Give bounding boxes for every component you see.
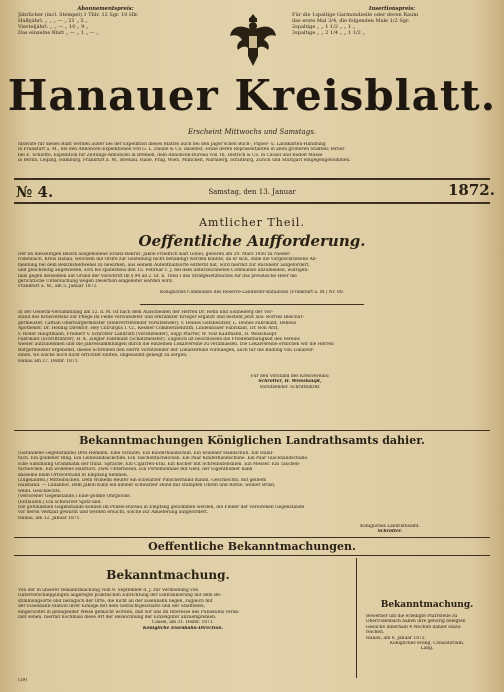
issue-date: Samstag, den 13. Januar	[208, 188, 296, 196]
text-line: (Gefundene Gegenstände) Drei Hemden. Eine Schürze. Ein Kinderhandschuh. Ein wollener Handschuh. Ein Hand-	[18, 451, 274, 456]
board-names: Schrötter, H. Weisshaupt,	[258, 379, 322, 385]
text-line: falls gegen denselben auf Grund der Vorschrift im § 94 ad 2. lit. b. Theil I des Strafgesetzbuches für das preußische Heer die	[18, 273, 297, 279]
insertion-box	[292, 6, 492, 36]
office-name: Königliches Landrathsamt.	[360, 524, 420, 529]
issue-number: № 4.	[16, 183, 54, 201]
text-line: Von der in unserer Bekanntmachung vom 9. September d. J. zur Vermeidung von	[18, 588, 199, 593]
text-line: eingerichtet in genügender Weise gemacht worden, daß wir uns im Interesse des Publikums veran-	[18, 609, 240, 615]
text-line: (Entlaufen.) Ein schwarzer Spitz-und.	[18, 499, 102, 505]
right-notice-body	[366, 614, 488, 652]
text-line: Oberrodenbach haben ihre gehörig belegten	[366, 619, 466, 625]
text-line: der Eisenbahn-Station ihrer Einlage mit dem Gefrachtgeschäfte und der Stadtfeste,	[18, 604, 205, 610]
insertion-line: 2spaltige „ „ 1 1/2 „ „ 1 „	[292, 24, 356, 30]
notice-line: in Berlin, Leipzig, Hamburg, Frankfurt a. M., Breslau, Halle, Prag, Wien, München, Nürnberg, Straßburg, Zürich und Stuttgart entgegengenommen.	[18, 158, 351, 164]
insertion-line: Für die 1spaltige Garmondzeile oder deren Raum	[292, 12, 419, 18]
heading-district-office: Bekanntmachungen Königlichen Landrathsamts dahier.	[79, 434, 425, 447]
subscription-line: Das einzelne Blatt „ — „ 1 „ — „	[18, 30, 99, 36]
eagle-emblem-icon	[228, 10, 278, 68]
text-line: und gleichzeitig angewiesen, sich bis spätestens den 15. Februar c. J. bei dem unterzeichneten Commando anzumelden, widrigen-	[18, 268, 309, 274]
text-line: Hanau, am 6. Januar 1872.	[366, 635, 426, 641]
text-line: Halsband. — Lillianhof. Dem Jakob Kunz ein kleiner schwarzer Hund mit stumpfen Ohren und Ruthe, weißer Brust,	[18, 483, 276, 489]
divider	[14, 202, 490, 204]
left-notice-heading: Bekanntmachung.	[106, 568, 230, 582]
subscription-line: Halbjährl. „ „ „ — „ 21 „ 5 „	[18, 18, 88, 24]
text-line: vor deren Verkauf gewarnt und werden ersucht, solche zur Ablieferung aufgefordert.	[18, 510, 209, 516]
advertising-notice	[18, 142, 486, 164]
text-line: In der General-Versammlung am 12. d. M. ist nach dem Ausscheiden der Herren Dr. Rehn und Sonneberg der Vor-	[18, 310, 273, 315]
divider	[14, 178, 490, 180]
footer-number: (59)	[18, 678, 28, 683]
text-line: einen, wo solche noch nicht errichtet sollten, ungesäumt geneigt zu sorgen.	[18, 353, 188, 359]
text-line: stimmungsorte und bezüglich der Orte, die nicht an der Eisenbahn liegen, zugleich mit	[18, 598, 213, 604]
board-roles: Vorsitzender. Schriftführer.	[259, 384, 321, 390]
heading-public-request: Oeffentliche Aufforderung.	[138, 232, 366, 250]
section-public-notices: Oeffentliche Bekanntmachungen.	[148, 540, 356, 553]
insertion-line: das erste Mal 3/4, die folgenden Male 1/2 Sgr.	[292, 18, 410, 24]
left-notice-body	[18, 588, 348, 631]
place-date: Cassel, am 31. Dezbr. 1871.	[151, 620, 215, 626]
text-line: dasselbe beim Ortsvorstand in Empfang nehmen.	[18, 472, 129, 478]
notice-line: bei E. Schlotte, Expedition für Zeitungs-Annoncen in Bremen, dem Annoncen-Bureau von Th. Dietrich & Co. in Cassel und Rudolf Mosse	[18, 152, 323, 158]
column-divider	[356, 558, 357, 678]
text-line: germeister, Caffian Oberbürgermeister (Stellvertretender Vorsitzender), v. Deines Gutsbesitzer, L. Deines Fabrikant, Deneus	[18, 320, 297, 326]
text-line: laßt sehen, hiermit nochmals diese Art der Bezeichnung der Einzelgüter anzuempfehlen.	[18, 615, 217, 621]
subscription-line: Jährlicher (incl. Stempel) 1 Thlr. 12 Sgr. 10 Hlr.	[18, 12, 139, 18]
subscription-line: Vierteljährl. „ „ — „ 10 „ 9 „	[18, 24, 89, 30]
text-line: tuch. Ein goldener Ring. Ein Leinwandsäckchen. Ein Taschentüchelchen. Ein Paar Kinderhandschuhe. Ein Paar Glacehandschuhe.	[18, 456, 309, 462]
board-line: Für den Vorstand des Kreisvereins:	[250, 374, 330, 379]
text-line: Bewerber um die erledigte Pfarrstelle zu	[366, 614, 458, 619]
subscription-title: Abonnementspreis:	[77, 6, 134, 12]
text-line: wieder aufzunehmen und die Jahressammlungen durch die einzelnen Lokalvereine zu veranlassen. Die Lokalvereine ersuchen wir die Herren	[18, 342, 334, 348]
text-line: Eine Sammlung Grammatik der franz. Sprache. Ein Cigarren-Etui. Ein Köcher mit Schreibutensilien. Ein Messer. Ein Taschen-	[18, 461, 301, 467]
text-line: Lang.	[420, 646, 434, 652]
text-line: Fabrikant (Schriftführer), H. K. Ziegler Fabrikant (Schatzmeister). Zugleich ist beschlossen die Friedensthätigkeit des Vereins	[18, 337, 300, 343]
divider	[14, 430, 490, 431]
text-line: Der im diesseitigen Bezirk ausgehobene Ersatz-Rekrut: Jakob Friedrich Karl Göbel, geboren am 29. März 1850 zu Nieder-	[18, 252, 291, 257]
text-line: Hanau, am 12. Januar 1871.	[18, 515, 81, 521]
text-line: Güterverschleppungen angeregte praktischen Einrichtung der Einfrankierung mit dem Be-	[18, 593, 222, 599]
text-line: Königliches evang. Consistorium.	[389, 641, 465, 647]
place-date: Frankfurt a. M., am 5. Januar 1872.	[18, 284, 98, 290]
masthead-title: Hanauer Kreisblatt.	[7, 71, 497, 120]
text-line: Gesuche innerhalb 4 Wochen dahier einzu-	[366, 624, 462, 630]
left-notice-signature: Königliche Eisenbahn-Direction.	[142, 625, 224, 631]
divider	[140, 304, 364, 305]
text-line: Apotheker, Dr. Hennig Direktor, Hey Chirurgus I. Cl., Kessler Commerzienrath, Lindenbauer Fabrikant, Dr. Roll Arzt,	[18, 326, 279, 332]
notice-line: Inserate für dieses Blatt werden außer bei der Expedition dieses Blattes auch bei den Jäger'schen Buch-, Papier- u. Landkarten-Handlung	[18, 142, 326, 147]
text-line: v. Röder Hauptmann, Freiherr v. Schrötter Landrath (Vorsitzender), Sopp Pfarrer, W. Volz Kaufmann, H. Weisshaupt	[18, 331, 277, 337]
right-notice-heading: Bekanntmachung.	[380, 600, 474, 610]
text-line: rodenbach, Kreis Hanau, welchem die Ordre zur Gestellung nicht behändigt werden konnte, da er sich, ohne die vorgeschriebene Ab-	[18, 257, 317, 263]
association-paragraph	[18, 310, 486, 364]
police-signature	[300, 524, 480, 535]
text-line: reichen.	[366, 630, 385, 636]
divider	[14, 555, 490, 556]
found-items-paragraph	[18, 451, 486, 521]
text-line: tüchelchen. Ein wollenes Halstuch. Zwei Unterhosen. Ein Portemonnaie mit Geld; der Eigenthümer kann	[18, 467, 253, 473]
request-paragraph	[18, 252, 486, 295]
subscription-box	[18, 6, 193, 36]
issue-year: 1872.	[448, 181, 495, 199]
masthead-subtitle: Erscheint Mittwochs und Samstags.	[187, 128, 317, 136]
text-line: (Verlorener Gegenstände.) Eine goldne Ohrglocke.	[18, 494, 131, 500]
text-line: Bürgermeister ergebenst, dieses Schreiben den Herrn Vorsitzender der Lokalvereine vorzulegen, auch für die Bildung von Lokalver-	[18, 347, 315, 353]
insertion-title: Insertionspreis:	[368, 6, 416, 12]
insertion-line: 3spaltige „ „ 2 1/4 „ „ 1 1/2 „	[292, 30, 366, 36]
text-line: meldung bei dem Bezirksfeldwebel zu bewirken, aus seinem Aufenthaltsorte entfernt hat, wird hiermit zur Rückkehr aufgefordert,	[18, 262, 310, 268]
text-line: gerichtliche Untersuchung wegen Desertion eingeleitet werden wird.	[18, 279, 174, 285]
text-line: weibl. Geschlechts.	[18, 488, 62, 494]
divider	[14, 537, 490, 538]
board-signature	[190, 374, 390, 390]
notice-line: in Frankfurt a. M., bei den Annoncen-Expeditionen von G. L. Daube & Co. daselbst, sowie deren Repräsentanten in allen größeren Städten; ferner	[18, 147, 345, 153]
section-official: Amtlicher Theil.	[199, 216, 305, 229]
signature: Königliches Commando des Reserve-Landwehr-Bataillons (Frankfurt a. M.) Nr. 80.	[159, 289, 345, 295]
text-line: stand des Kreisvereins zur Pflege im Felde verwundeter und erkrankter Krieger ergänzt und besteht jetzt aus: Borries Bleichür-	[18, 315, 305, 321]
official-name: Schrötter.	[377, 529, 403, 535]
place-date: Hanau am 27. Dezbr. 1871.	[18, 358, 79, 364]
text-line: (Zugelaufen.) Mittelbuchen. Dem Wilhelm Reuter ein schwarzer Pinscherhund männl. Geschlechts, mit gelbem	[18, 478, 267, 484]
text-line: Die gefundenen Gegenstände können im Polizei-Bureau in Empfang genommen werden, die Finder der verlorenen Gegenstände	[18, 505, 305, 511]
